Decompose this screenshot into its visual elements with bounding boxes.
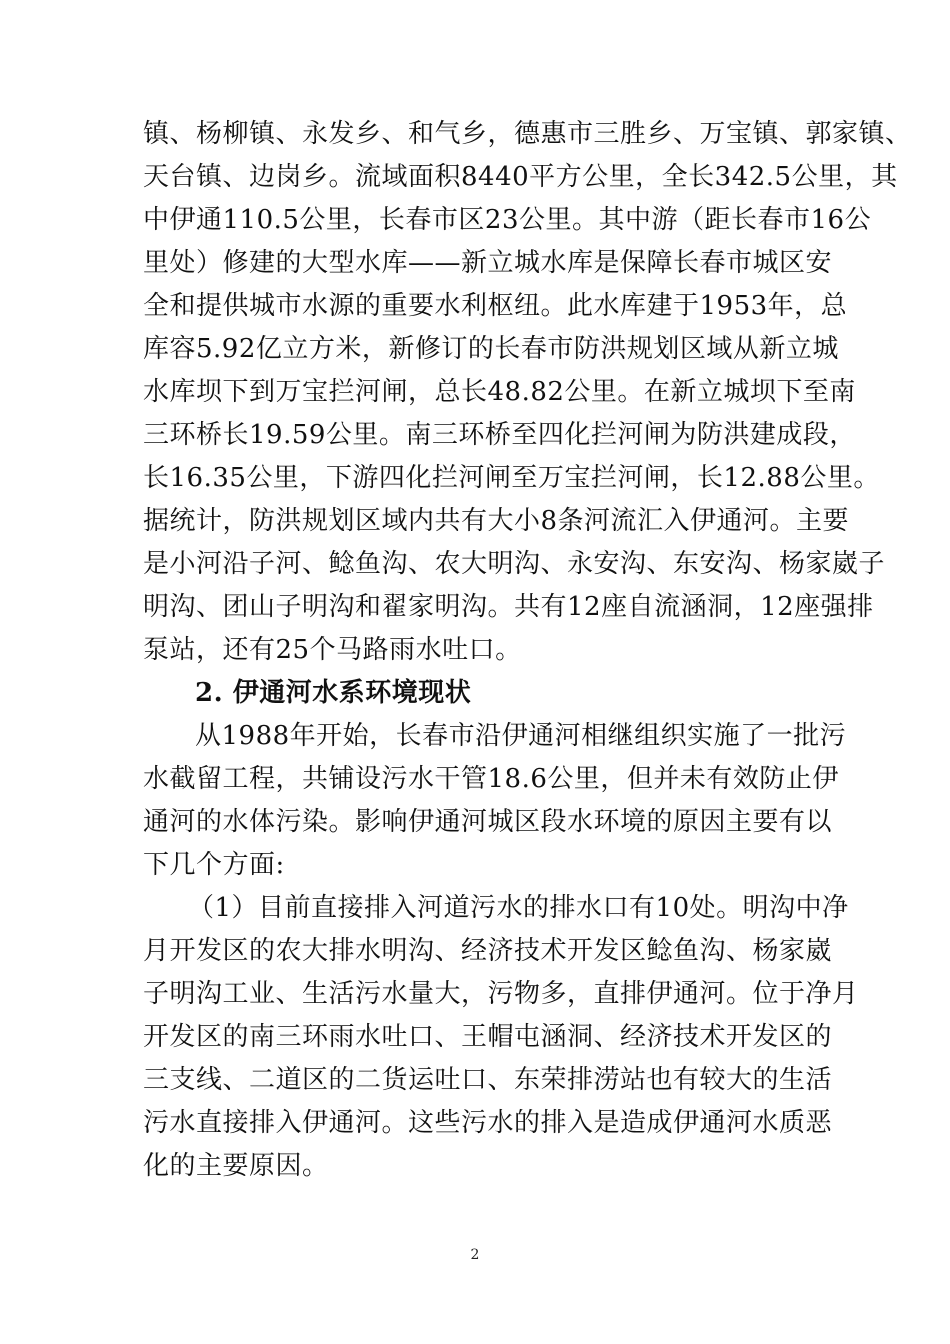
- body-text-line: 是小河沿子河、鲶鱼沟、农大明沟、永安沟、东安沟、杨家崴子: [143, 549, 886, 579]
- body-text-line: 泵站，还有25个马路雨水吐口。: [143, 635, 522, 665]
- section-heading: 2. 伊通河水系环境现状: [195, 678, 472, 708]
- body-text-line: 明沟、团山子明沟和翟家明沟。共有12座自流涵洞，12座强排: [143, 592, 874, 622]
- body-text-line: 里处）修建的大型水库——新立城水库是保障长春市城区安: [143, 248, 833, 278]
- body-text-line: 下几个方面:: [143, 850, 285, 880]
- body-text-line: 库容5.92亿立方米，新修订的长春市防洪规划区域从新立城: [143, 334, 839, 364]
- body-text-line: 污水直接排入伊通河。这些污水的排入是造成伊通河水质恶: [143, 1108, 833, 1138]
- body-text-line: 全和提供城市水源的重要水利枢纽。此水库建于1953年，总: [143, 291, 848, 321]
- body-text-line: 月开发区的农大排水明沟、经济技术开发区鲶鱼沟、杨家崴: [143, 936, 833, 966]
- body-text-line: 三支线、二道区的二货运吐口、东荣排涝站也有较大的生活: [143, 1065, 833, 1095]
- body-text-line: 天台镇、边岗乡。流域面积8440平方公里，全长342.5公里，其: [143, 162, 898, 192]
- body-text-line: 水库坝下到万宝拦河闸，总长48.82公里。在新立城坝下至南: [143, 377, 856, 407]
- body-text-line: 水截留工程，共铺设污水干管18.6公里，但并未有效防止伊: [143, 764, 839, 794]
- body-text-line: 据统计，防洪规划区域内共有大小8条河流汇入伊通河。主要: [143, 506, 850, 536]
- body-text-line: 从1988年开始，长春市沿伊通河相继组织实施了一批污: [195, 721, 847, 751]
- body-text-line: 子明沟工业、生活污水量大，污物多，直排伊通河。位于净月: [143, 979, 859, 1009]
- body-text-line: 中伊通110.5公里，长春市区23公里。其中游（距长春市16公: [143, 205, 872, 235]
- page-number: 2: [470, 1247, 480, 1263]
- body-text-line: 三环桥长19.59公里。南三环桥至四化拦河闸为防洪建成段，: [143, 420, 856, 450]
- body-text-line: 开发区的南三环雨水吐口、王帽屯涵洞、经济技术开发区的: [143, 1022, 833, 1052]
- body-text-line: 镇、杨柳镇、永发乡、和气乡，德惠市三胜乡、万宝镇、郭家镇、: [143, 119, 912, 149]
- body-text-line: 化的主要原因。: [143, 1151, 329, 1181]
- body-text-line: 通河的水体污染。影响伊通河城区段水环境的原因主要有以: [143, 807, 833, 837]
- body-text-line: （1）目前直接排入河道污水的排水口有10处。明沟中净: [188, 893, 849, 923]
- body-text-line: 长16.35公里，下游四化拦河闸至万宝拦河闸，长12.88公里。: [143, 463, 880, 493]
